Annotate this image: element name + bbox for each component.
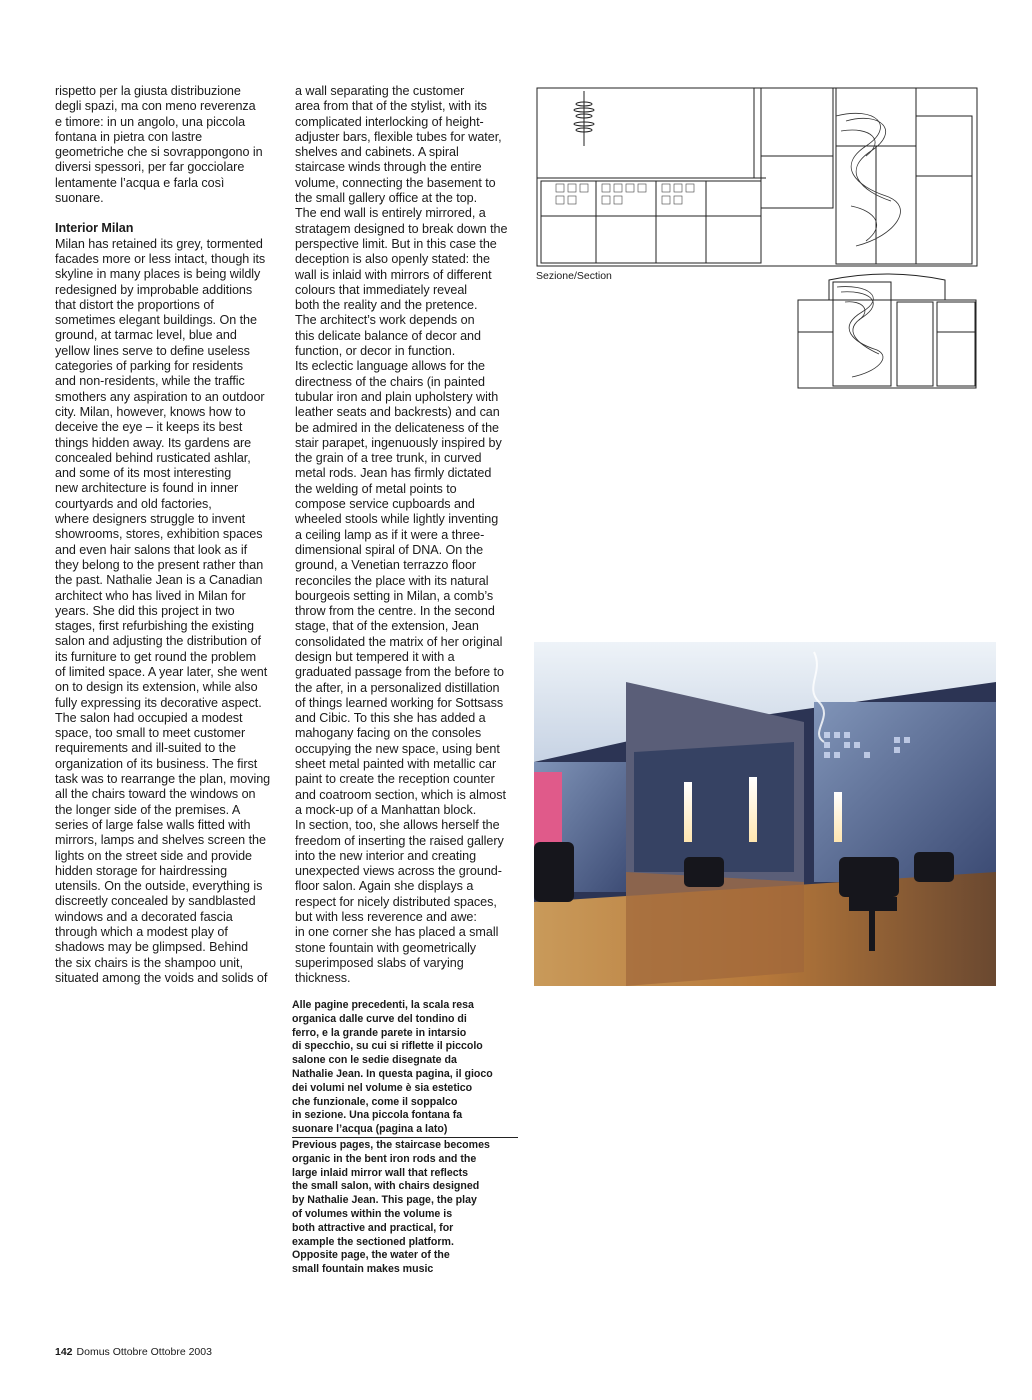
body-paragraph-continued: a wall separating the customer area from that of the stylist, with its complicated interlocking of height- adjuster bars, flexible tubes for water, shelves and cabinets. A spiral staircase winds through the entire volume, connecting the basement to the small gallery office at the top. The end wall is entirely mirrored, a stratagem designed to break down the perspective limit. But in this case the deception is also openly stated: the wall is inlaid with mirrors of different colours that immediately reveal both the reality and the pretence. The architect’s work depends on this delicate balance of decor and function, or decor in function. Its eclectic language allows for the directness of the chairs (in painted tubular iron and plain upholstery with leather seats and backrests) and can be admired in the delicateness of the stair parapet, ingenuously inspired by the grain of a tree trunk, in curved metal rods. Jean has firmly dictated the welding of metal points to compose service cupboards and wheeled stools while lightly inventing a ceiling lamp as if it were a three- dimensional spiral of DNA. On the ground, a Venetian terrazzo floor reconciles the place with its natural bourgeois setting in Milan, a comb’s throw from the centre. In the second stage, that of the extension, Jean consolidated the matrix of her original design but tempered it with a graduated passage from the before to the after, in a personalized distillation of things learned working for Sottsass and Cibic. To this she has added a mahogany facing on the consoles occupying the new space, using bent sheet metal painted with metallic car paint to create the reception counter and coatroom section, which is almost a mock-up of a Manhattan block. In section, too, she allows herself the freedom of inserting the raised gallery into the new interior and creating unexpected views across the ground- floor salon. Again she displays a respect for nicely distributed spaces, but with less reverence and awe: in one corner she has placed a small stone fountain with geometrically superimposed slabs of varying thickness. — [295, 84, 508, 986]
page-number: 142 — [55, 1346, 73, 1358]
text-column-right — [295, 84, 521, 987]
intro-paragraph-italian: rispetto per la giusta distribuzione degli spazi, ma con meno reverenza e timore: in un angolo, una piccola fontana in pietra con lastre geometriche che si sovrappongono in diversi spessori, per far gocciolare lentamente l’acqua e farla così suonare. — [55, 84, 263, 206]
caption-divider — [292, 1137, 518, 1138]
caption-italian: Alle pagine precedenti, la scala resa organica dalle curve del tondino di ferro, e la grande parete in intarsio di specchio, su cui si riflette il piccolo salone con le sedie disegnate da Nathalie Jean. In questa pagina, il gioco dei volumi nel volume è sia estetico che funzionale, come il soppalco in sezione. Una piccola fontana fa suonare l’acqua (pagina a lato) — [292, 999, 493, 1136]
salon-interior-photo — [534, 642, 996, 986]
section-drawing-detail — [797, 272, 979, 390]
section-drawing-main — [536, 86, 980, 268]
drawing-label: Sezione/Section — [536, 270, 612, 282]
body-paragraph: Milan has retained its grey, tormented facades more or less intact, though its skyline in many places is being wildly redesigned by improbable additions that distort the proportions of sometimes elegant buildings. On the ground, at tarmac level, blue and yellow lines serve to define useless categories of parking for residents and non-residents, while the traffic smothers any aspiration to an outdoor city. Milan, however, knows how to deceive the eye – it keeps its best things hidden away. Its gardens are concealed behind rusticated ashlar, and some of its most interesting new architecture is found in inner courtyards and old factories, where designers struggle to invent showrooms, stores, exhibition spaces and even hair salons that look as if they belong to the present rather than the past. Nathalie Jean is a Canadian architect who has lived in Milan for years. She did this project in two stages, first refurbishing the existing salon and adjusting the distribution of its furniture to get round the problem of limited space. A year later, she went on to design its extension, while also fully expressing its decorative aspect. The salon had occupied a modest space, too small to meet customer requirements and ill-suited to the organization of its business. The first task was to rearrange the plan, moving all the chairs toward the windows on the longer side of the premises. A series of large false walls fitted with mirrors, lamps and shelves screen the lights on the street side and provide hidden storage for hairdressing utensils. On the outside, everything is discreetly concealed by sandblasted windows and a decorated fascia through which a modest play of shadows may be glimpsed. Behind the six chairs is the shampoo unit, situated among the voids and solids of — [55, 236, 271, 985]
text-column-left — [55, 84, 279, 986]
section-heading: Interior Milan — [55, 221, 134, 236]
caption-english: Previous pages, the staircase becomes organic in the bent iron rods and the large inlaid mirror wall that reflects the small salon, with chairs designed by Nathalie Jean. This page, the play of volumes within the volume is both attractive and practical, for example the sectioned platform. Opposite page, the water of the small fountain makes music — [292, 1139, 490, 1276]
publication-info: Domus Ottobre Ottobre 2003 — [76, 1346, 212, 1358]
page-footer — [55, 1346, 212, 1358]
